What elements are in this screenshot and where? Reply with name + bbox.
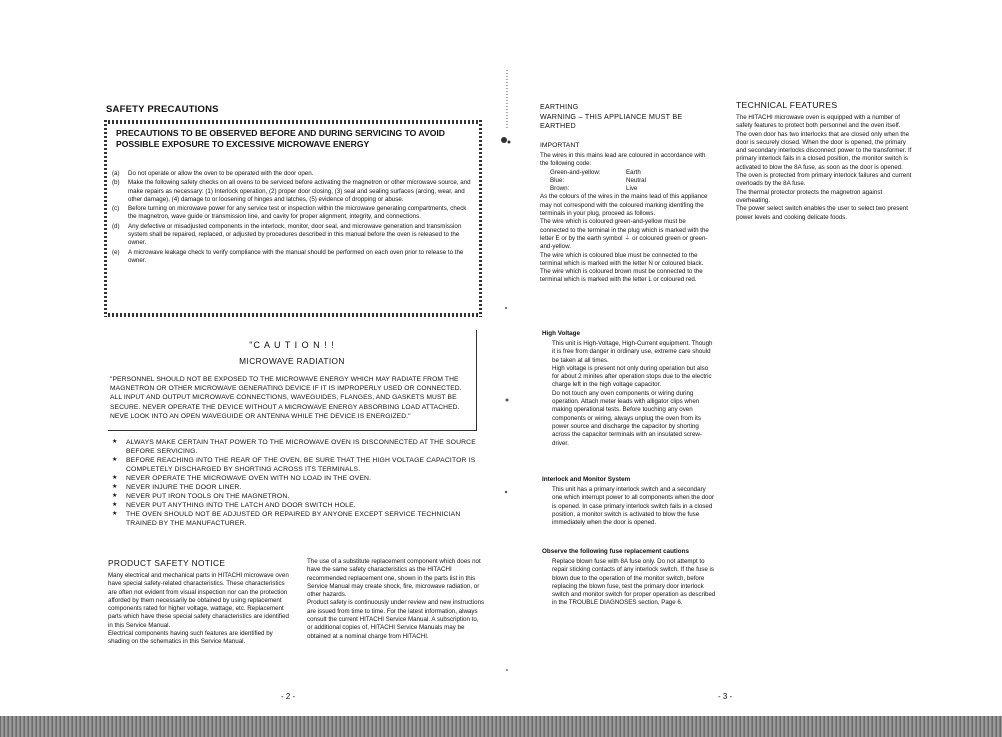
- star-item: ★ NEVER INJURE THE DOOR LINER.: [112, 483, 480, 492]
- caution-subtitle: MICROWAVE RADIATION: [239, 356, 345, 366]
- caution-title: "C A U T I O N ! !: [249, 340, 335, 350]
- earthing-warning: WARNING – THIS APPLIANCE MUST BE EARTHED: [540, 112, 683, 130]
- technical-features-section: [736, 100, 912, 222]
- precaution-item: (e) A microwave leakage check to verify compliance with the manual should be performed on each oven prior to release to the owner.: [112, 248, 464, 264]
- high-voltage-title: High Voltage: [542, 330, 581, 337]
- star-item: ★ NEVER OPERATE THE MICROWAVE OVEN WITH NO LOAD IN THE OVEN.: [112, 474, 480, 483]
- earthing-body: As the colours of the wires in the mains lead of this appliance may not correspond with the coloured marking identifing the terminals in your plug, proceed as follows. The wire which is coloured green-and-yellow must be connected to the terminal in the plug which is marked with the letter E or by the earth symbol ⏚ or coloured green or green-and-yellow. The wire which is coloured blue must be connected to the terminal which is marked with the letter N or coloured black. The wire which is coloured brown must be connected to the terminal which is marked with the letter L or coloured red.: [540, 193, 709, 284]
- fuse-section: [542, 548, 716, 608]
- scan-edge-strip: [0, 716, 1002, 737]
- wire-code-row: Brown: Live: [550, 185, 638, 193]
- precaution-item: (b) Make the following safety checks on all ovens to be serviced before activating the magnetron or other microwave source, and make repairs as necessary: (1) Interlock operation, (2) proper door closing, (3) seal and sealing surfaces (arcing, wear, and other damage), (4) damage to or loosening of hinges and latches, (5) evidence of dropping or abuse.: [112, 179, 471, 203]
- precaution-item: (c) Before turning on microwave power for any service test or inspection within the microwave generating compartments, check the magnetron, wave guide or transmission line, and cavity for proper alignment, integrity, and connections.: [112, 205, 467, 221]
- precaution-item: (a) Do not operate or allow the oven to be operated with the door open.: [112, 170, 314, 177]
- high-voltage-body: This unit is High-Voltage, High-Current equipment. Though it is free from danger in ordinary use, extreme care should be taken at all times. High voltage is present not only during operation but also for about 2 minites after operation stops due to the electric charge left in the high voltage capacitor. Do not touch any oven components or wiring during operation. Attach meter leads with alligator clips when making operational tests. Before touching any oven components or wiring, always unplug the oven from its power source and discharge the capacitor by shorting across the capacitor terminals with an insulated screw-driver.: [552, 340, 713, 447]
- star-item: ★ BEFORE REACHING INTO THE REAR OF THE OVEN, BE SURE THAT THE HIGH VOLTAGE CAPACITOR IS COMPLETELY DISCHARGED BY SHORTING ACROSS ITS TERMINALS.: [112, 456, 480, 474]
- interlock-body: This unit has a primary interlock switch and a secondary one which interrupt power to all components when the door is opened. In case primary interlock switch fails in a closed position, a monitor switch is activated to blow the fuse immediately when the door is opened.: [552, 486, 715, 527]
- earthing-title: EARTHING: [540, 104, 579, 111]
- product-safety-col1: Many electrical and mechanical parts in HITACHI microwave oven have special safety-related characteristics. These characteristics are often not evident from visual inspection nor can the protection afforded by them necessarily be obtained by using replacement components rated for higher voltage, wattage, etc. Replacement parts which have these special safety characteristics are identified in this Service Manual. Electrical components having such features are identified by shading on the schematics in this Service Manual.: [108, 572, 289, 646]
- fuse-title: Observe the following fuse replacement cautions: [542, 548, 689, 555]
- technical-features-body: The HITACHI microwave oven is equipped with a number of safety features to protect both personnel and the oven itself. The oven door has two interlocks that are closed only when the door is securely closed. When the door is opened, the primary and secondary interlocks disconnect power to the transformer. If primary interlock fails in a closed position, the monitor switch is activated to blow the 8A fuse, as soon as the door is opened. The oven is protected from primary interlock failures and current overloads by the 8A fuse. The thermal protector protects the magnetron against overheating. The power select switch enables the user to select two present power levels and cooking delicate foods.: [736, 114, 912, 221]
- important-label: IMPORTANT: [540, 142, 580, 149]
- earthing-section: [540, 104, 714, 285]
- precautions-box-title: PRECAUTIONS TO BE OBSERVED BEFORE AND DURING SERVICING TO AVOID POSSIBLE EXPOSURE TO EXCESSIVE MICROWAVE ENERGY: [116, 128, 445, 149]
- product-safety-title: PRODUCT SAFETY NOTICE: [108, 558, 226, 568]
- star-item: ★ ALWAYS MAKE CERTAIN THAT POWER TO THE MICROWAVE OVEN IS DISCONNECTED AT THE SOURCE BEFORE SERVICING.: [112, 438, 480, 456]
- star-item: ★ NEVER PUT IRON TOOLS ON THE MAGNETRON.: [112, 492, 480, 501]
- star-item: ★ THE OVEN SHOULD NOT BE ADJUSTED OR REPAIRED BY ANYONE EXCEPT SERVICE TECHNICIAN TRAINED BY THE MANUFACTURER.: [112, 510, 480, 528]
- product-safety-col2: The use of a substitute replacement component which does not have the same safety characteristics as the HITACHI recommended replacement one, shown in the parts list in this Service Manual may create shock, fire, microwave radiation, or other hazards. Product safety is continuously under review and new instructions are issued from time to time. For the latest information, always consult the current HITACHI Service Manual. A subscription to, or additional copies of, HITACHI Service Manuals may be obtained at a nominal charge from HITACHI.: [307, 558, 485, 640]
- precaution-item: (d) Any defective or misadjusted components in the interlock, monitor, door seal, and microwave generation and transmission system shall be repaired, replaced, or adjusted by procedures described in this manual before the oven is released to the owner.: [112, 222, 462, 247]
- binding-spine: [500, 70, 514, 690]
- page-number-left: - 2 -: [281, 692, 296, 701]
- safety-precautions-title: SAFETY PRECAUTIONS: [106, 104, 219, 115]
- wire-code-row: Blue: Neutral: [550, 176, 646, 184]
- star-item: ★ NEVER PUT ANYTHING INTO THE LATCH AND DOOR SWITCH HOLE.: [112, 501, 480, 510]
- safety-star-list: [112, 438, 480, 528]
- technical-features-title: TECHNICAL FEATURES: [736, 100, 838, 110]
- earthing-intro: The wires in this mains lead are coloured in accordance with the following code:: [540, 152, 706, 168]
- interlock-title: Interlock and Monitor System: [542, 476, 631, 483]
- wire-codes: [540, 169, 714, 194]
- fuse-body: Replace blown fuse with 8A fuse only. Do not attempt to repair sticking contacts of any interlock switch. If the fuse is blown due to the operation of the monitor switch, before replacing the blown fuse, test the primary door interlock switch and monitor switch for proper operation as described in the TROUBLE DIAGNOSES section, Page 6.: [552, 558, 716, 607]
- caution-box: [108, 330, 477, 431]
- precautions-list: [112, 170, 474, 265]
- precautions-box: [112, 128, 474, 310]
- wire-code-row: Green-and-yellow: Earth: [550, 168, 641, 176]
- caution-body: "PERSONNEL SHOULD NOT BE EXPOSED TO THE MICROWAVE ENERGY WHICH MAY RADIATE FROM THE MAGNETRON OR OTHER MICROWAVE GENERATING DEVICE IF IT IS IMPROPERLY USED OR CONNECTED. ALL INPUT AND OUTPUT MICROWAVE CONNECTIONS, WAVEGUIDES, FLANGES, AND GASKETS MUST BE SECURE. NEVER OPERATE THE DEVICE WITHOUT A MICROWAVE ENERGY ABSORBING LOAD ATTACHED. NEVE LOOK INTO AN OPEN WAVEGUIDE OR ANTENNA WHILE THE DEVICE IS ENERGIZED.": [110, 376, 462, 420]
- high-voltage-section: [542, 330, 716, 448]
- page-number-right: - 3 -: [718, 692, 733, 701]
- interlock-section: [542, 476, 716, 527]
